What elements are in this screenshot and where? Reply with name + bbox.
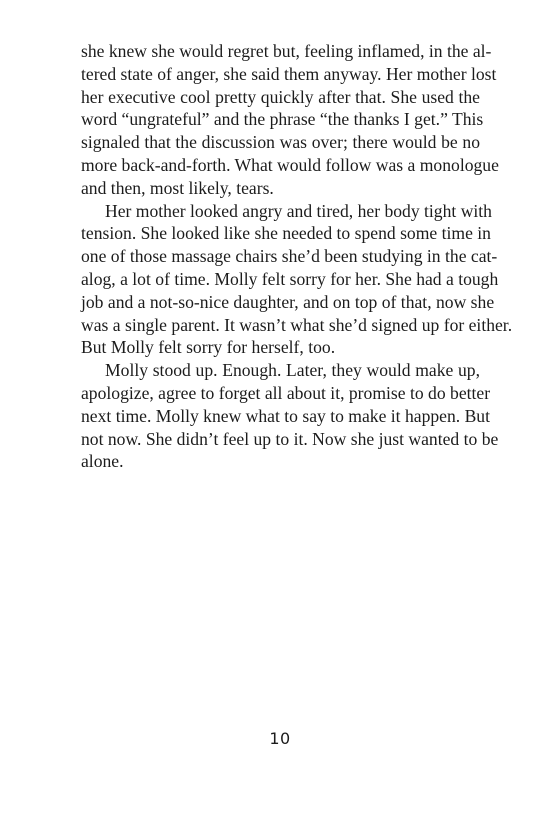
text-line: next time. Molly knew what to say to make it happen. But [81,405,490,426]
text-line: and then, most likely, tears. [81,177,274,198]
page-number: 10 [269,729,291,748]
text-line: tered state of anger, she said them anyway. Her mother lost [81,63,497,84]
paragraph-2 [81,200,513,360]
text-line: more back-and-forth. What would follow was a monologue [81,154,499,175]
text-line: signaled that the discussion was over; there would be no [81,132,480,153]
text-line: her executive cool pretty quickly after that. She used the [81,86,480,107]
text-line: she knew she would regret but, feeling inflamed, in the al- [81,41,492,61]
paragraph-1 [81,40,499,200]
text-line: Molly stood up. Enough. Later, they would make up, [105,360,480,381]
text-line: not now. She didn’t feel up to it. Now she just wanted to be [81,428,499,449]
text-line: job and a not-so-nice daughter, and on top of that, now she [81,291,495,312]
paragraph-3 [81,359,499,473]
text-line: apologize, agree to forget all about it, promise to do better [81,382,491,403]
body-text [81,40,513,473]
text-line: word “ungrateful” and the phrase “the thanks I get.” This [81,109,484,130]
text-line: But Molly felt sorry for herself, too. [81,337,336,358]
text-line: alone. [81,451,124,472]
text-line: was a single parent. It wasn’t what she’d signed up for either. [81,314,513,335]
text-line: one of those massage chairs she’d been studying in the cat- [81,246,498,267]
text-line: Her mother looked angry and tired, her body tight with [105,200,492,221]
text-line: alog, a lot of time. Molly felt sorry for her. She had a tough [81,268,499,289]
text-line: tension. She looked like she needed to spend some time in [81,223,491,244]
